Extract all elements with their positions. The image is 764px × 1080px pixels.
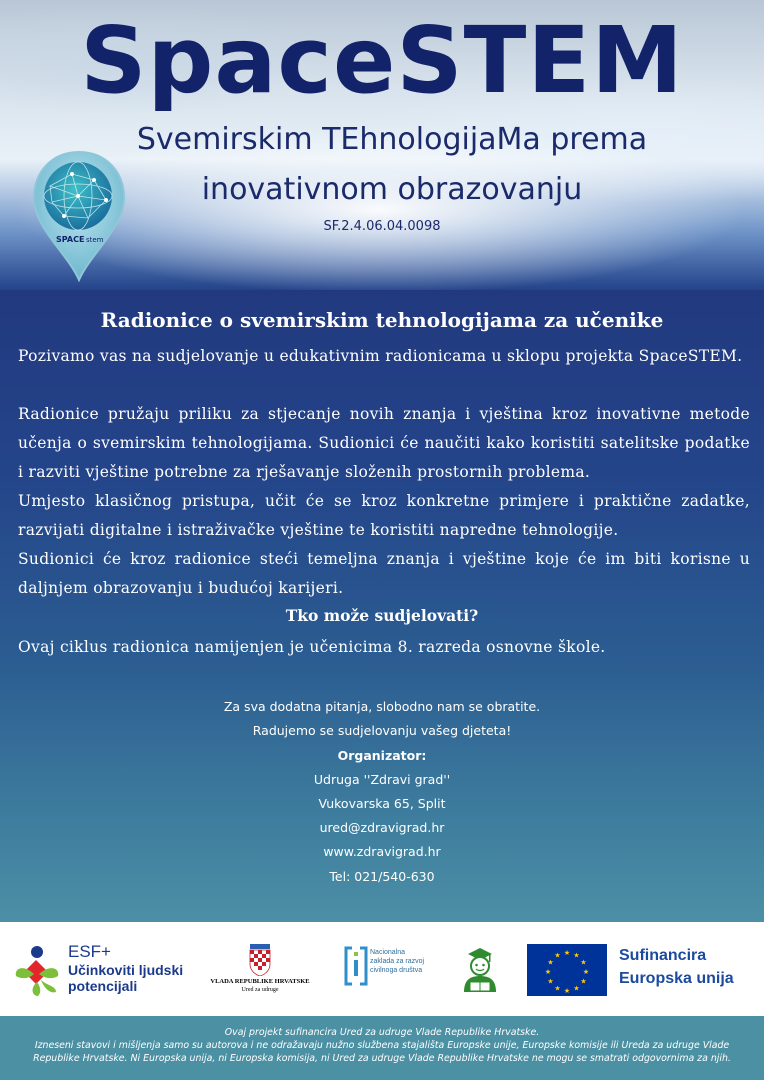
eu-flag-icon — [527, 944, 607, 996]
disclaimer-footer — [0, 1016, 764, 1080]
vlada-logo — [210, 942, 310, 1002]
organizer-label: Organizator: — [337, 748, 427, 763]
organizer-website[interactable]: www.zdravigrad.hr — [323, 844, 441, 859]
workshop-heading: Radionice o svemirskim tehnologijama za učenike — [100, 308, 664, 332]
svg-text:★: ★ — [580, 977, 587, 986]
svg-text:★: ★ — [544, 968, 552, 976]
svg-text:★: ★ — [547, 958, 554, 967]
svg-text:★: ★ — [563, 949, 571, 957]
croatian-coat-of-arms-icon — [210, 942, 310, 976]
svg-text:★: ★ — [563, 987, 571, 995]
project-subtitle-line2: inovativnom obrazovanju — [201, 172, 583, 207]
disclaimer-line2: Izneseni stavovi i mišljenja samo su autorova i ne odražavaju nužno službena stajališta Europske unije, Europske komisije ili Ureda za udruge Vlade — [34, 1040, 730, 1051]
esf-flower-icon — [12, 942, 62, 998]
paragraph-approach: Umjesto klasičnog pristupa, učit će se kroz konkretne primjere i praktične zadatke, razvijati digitalne i istraživačke vještine te koristiti napredne tehnologije. — [18, 492, 750, 539]
project-title: SpaceSTEM — [80, 7, 684, 114]
spacestem-pin-logo — [32, 150, 126, 282]
svg-text:★: ★ — [554, 984, 561, 993]
paragraph-benefits: Sudionici će kroz radionice steći temeljna znanja i vještine koje će im biti korisne u daljnjem obrazovanju i budućoj karijeri. — [18, 550, 750, 597]
esf-title: ESF+ — [68, 942, 111, 961]
student-logo — [460, 946, 500, 994]
svg-text:★: ★ — [547, 977, 554, 986]
sponsor-logo-strip — [0, 922, 764, 1016]
svg-text:★: ★ — [580, 958, 587, 967]
project-subtitle-line1: Svemirskim TEhnologijaMa prema — [136, 122, 648, 157]
invitation-body — [0, 290, 764, 922]
zaklada-bracket-icon — [344, 946, 368, 986]
who-can-participate-text: Ovaj ciklus radionica namijenjen je učenicima 8. razreda osnovne škole. — [18, 638, 606, 656]
organizer-email[interactable]: ured@zdravigrad.hr — [319, 820, 445, 835]
eu-cofunded-logo — [527, 944, 757, 996]
organizer-phone: Tel: 021/540-630 — [329, 869, 435, 884]
eu-text-line1: Sufinancira — [619, 947, 707, 964]
eu-text-line2: Europska unija — [619, 970, 734, 987]
contact-looking-forward: Radujemo se sudjelovanju vašeg djeteta! — [252, 723, 512, 738]
organizer-address: Vukovarska 65, Split — [318, 796, 446, 811]
disclaimer-line3: Republike Hrvatske. Ni Europska unija, ni Europska komisija, ni Ured za udruge Vlade Republike Hrvatske ne mogu se smatrati odgovornima za njih. — [33, 1053, 731, 1064]
who-can-participate-heading: Tko može sudjelovati? — [285, 606, 479, 625]
esf-logo — [12, 942, 202, 998]
vlada-subtitle: Ured za udruge — [241, 987, 279, 993]
graduate-student-icon — [460, 946, 500, 994]
pin-logo-label-rest: stem — [86, 236, 104, 244]
zaklada-logo — [344, 946, 424, 1000]
header-banner — [0, 0, 764, 290]
zaklada-text: Nacionalna zaklada za razvoj civilnoga društva — [370, 949, 425, 974]
svg-text:★: ★ — [573, 951, 580, 960]
paragraph-opportunity: Radionice pružaju priliku za stjecanje novih znanja i vještina kroz inovativne metode učenja o svemirskim tehnologijama. Sudionici će naučiti kako koristiti satelitske podatke i razviti vještine potrebne za rješavanje složenih prostornih problema. — [18, 405, 750, 481]
contact-questions: Za sva dodatna pitanja, slobodno nam se obratite. — [223, 699, 541, 714]
organizer-name: Udruga ''Zdravi grad'' — [313, 772, 451, 787]
svg-text:★: ★ — [582, 968, 590, 976]
project-code: SF.2.4.06.04.0098 — [323, 219, 441, 234]
svg-text:★: ★ — [573, 984, 580, 993]
paragraph-invitation: Pozivamo vas na sudjelovanje u edukativnim radionicama u sklopu projekta SpaceSTEM. — [18, 347, 743, 365]
esf-subtitle: Učinkoviti ljudski potencijali — [68, 962, 184, 994]
pin-logo-label-bold: SPACE — [56, 235, 85, 244]
vlada-title: VLADA REPUBLIKE HRVATSKE — [210, 978, 310, 985]
disclaimer-line1: Ovaj projekt sufinancira Ured za udruge Vlade Republike Hrvatske. — [224, 1027, 540, 1038]
svg-text:★: ★ — [554, 951, 561, 960]
